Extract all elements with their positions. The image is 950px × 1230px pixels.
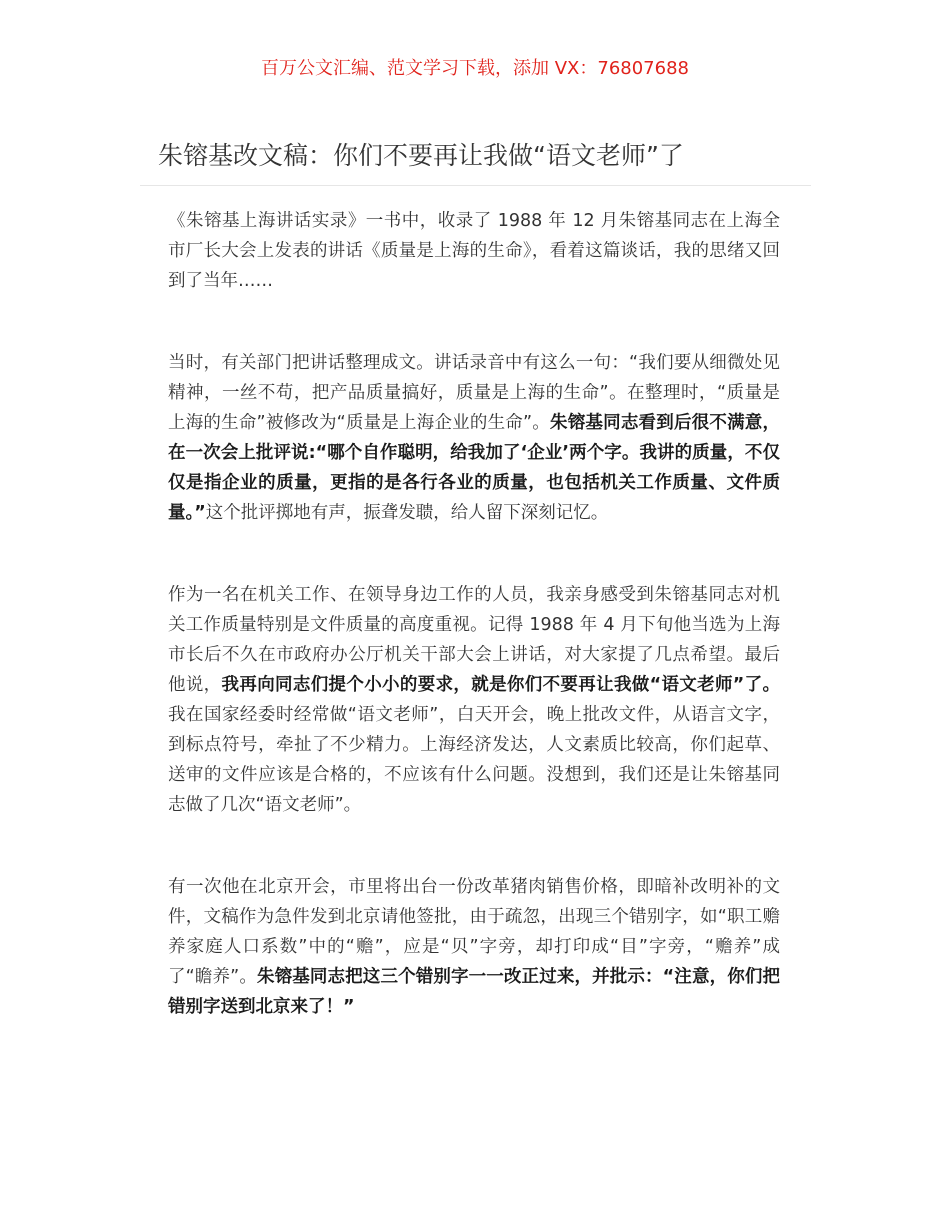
article-title: 朱镕基改文稿：你们不要再让我做“语文老师”了 bbox=[158, 141, 684, 170]
title-divider bbox=[140, 185, 811, 186]
paragraph-text: 作为一名在机关工作、在领导身边工作的人员，我亲身感受到朱镕基同志对机关工作质量特别是文件质量的高度重视。记得 1988 年 4 月下旬他当选为上海市长后不久在市政府办公厅机关干部大会上讲话，对大家提了几点希望。最后他说， bbox=[168, 585, 780, 695]
article-body bbox=[168, 206, 780, 1074]
paragraph-text: 《朱镕基上海讲话实录》一书中，收录了 1988 年 12 月朱镕基同志在上海全市厂长大会上发表的讲话《质量是上海的生命》，看着这篇谈话，我的思绪又回到了当年…… bbox=[168, 211, 780, 291]
download-banner: 百万公文汇编、范文学习下载，添加 VX：76807688 bbox=[261, 58, 689, 79]
paragraph-bold-quote: 我再向同志们提个小小的要求，就是你们不要再让我做“语文老师”了。 bbox=[221, 675, 780, 695]
paragraph-bold-quote: 朱镕基同志把这三个错别字一一改正过来，并批示：“注意，你们把错别字送到北京来了！” bbox=[168, 967, 780, 1017]
paragraph-bold-quote: 朱镕基同志看到后很不满意，在一次会上批评说:“哪个自作聪明，给我加了‘企业’两个字。我讲的质量，不仅仅是指企业的质量，更指的是各行各业的质量，也包括机关工作质量、文件质量。” bbox=[168, 413, 781, 523]
paragraph-text: 我在国家经委时经常做“语文老师”，白天开会，晚上批改文件，从语言文字，到标点符号，牵扯了不少精力。上海经济发达，人文素质比较高，你们起草、送审的文件应该是合格的，不应该有什么问题。没想到，我们还是让朱镕基同志做了几次“语文老师”。 bbox=[168, 705, 780, 815]
paragraph-language-teacher bbox=[168, 580, 780, 820]
paragraph-text: 当时，有关部门把讲话整理成文。讲话录音中有这么一句：“我们要从细微处见精神，一丝不苟，把产品质量搞好，质量是上海的生命”。在整理时，“质量是上海的生命”被修改为“质量是上海企业的生命”。 bbox=[168, 353, 780, 433]
paragraph-text: 有一次他在北京开会，市里将出台一份改革猪肉销售价格，即暗补改明补的文件，文稿作为急件发到北京请他签批，由于疏忽，出现三个错别字，如“职工赡养家庭人口系数”中的“赡”，应是“贝”字旁，却打印成“目”字旁，“赡养”成了“瞻养”。 bbox=[168, 877, 780, 987]
paragraph-quality-criticism bbox=[168, 348, 780, 528]
paragraph-text: 这个批评掷地有声，振聋发聩，给人留下深刻记忆。 bbox=[205, 503, 609, 523]
paragraph-typo-story bbox=[168, 872, 780, 1022]
paragraph-intro bbox=[168, 206, 780, 296]
